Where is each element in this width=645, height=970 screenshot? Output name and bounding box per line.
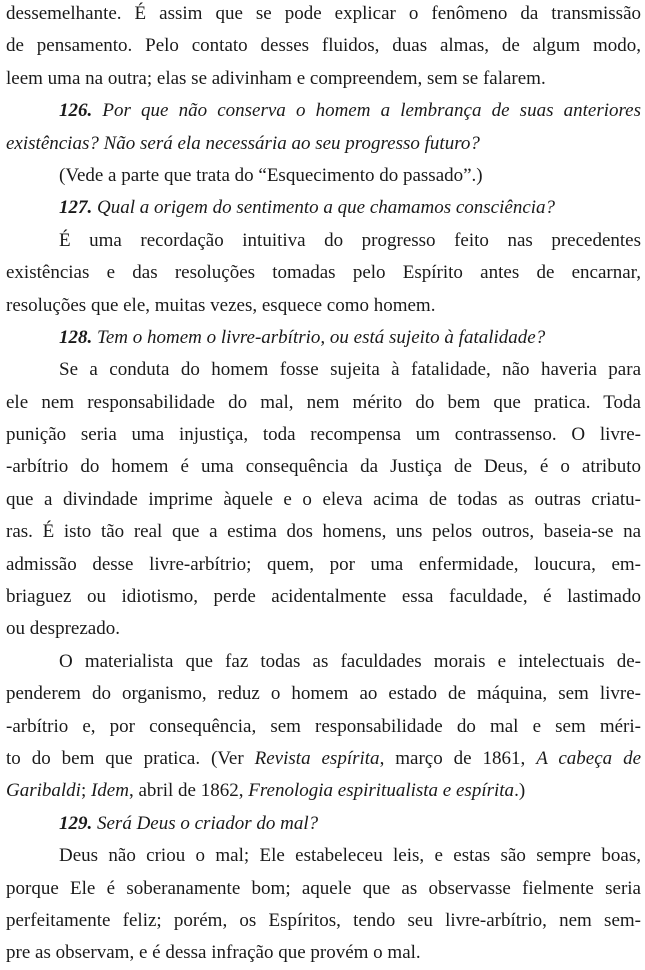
question-text: Tem o homem o livre-arbítrio, ou está sujeito à fatalidade?	[97, 326, 546, 348]
answer-line: ou desprezado.	[6, 618, 120, 640]
answer-line: penderem do organismo, reduz o homem ao estado de máquina, sem livre-	[6, 683, 641, 705]
answer-line: ras. É isto tão real que a estima dos homens, uns pelos outros, baseia-se na	[6, 521, 641, 543]
text-line: dessemelhante. É assim que se pode explicar o fenômeno da transmissão	[6, 3, 641, 24]
answer-line: briaguez ou idiotismo, perde acidentalmente essa faculdade, é lastimado	[6, 586, 641, 608]
question-text: Qual a origem do sentimento a que chamamos consciência?	[97, 197, 556, 219]
text-line: leem uma na outra; elas se adivinham e compreendem, sem se falarem.	[6, 67, 546, 89]
citation-title: Frenologia espiritualista e espírita	[248, 780, 515, 802]
text-fragment: .)	[514, 780, 526, 802]
text-fragment: ;	[80, 780, 87, 802]
answer-line: -arbítrio e, por consequência, sem responsabilidade do mal e sem méri-	[6, 715, 641, 737]
question-text: Por que não conserva o homem a lembrança de suas anteriores	[102, 100, 642, 122]
answer-126: (Vede a parte que trata do “Esquecimento do passado”.)	[59, 164, 483, 186]
answer-line: Se a conduta do homem fosse sujeita à fatalidade, não haveria para	[59, 359, 641, 381]
text-fragment: to do bem que pratica. (Ver	[6, 747, 244, 769]
answer-line: pre as observam, e é dessa infração que provém o mal.	[6, 942, 421, 964]
citation-title: Garibaldi	[6, 780, 81, 802]
question-number: 128.	[59, 326, 93, 348]
citation-title: A cabeça de	[536, 747, 642, 769]
answer-line: admissão desse livre-arbítrio; quem, por uma enfermidade, loucura, em-	[6, 553, 641, 575]
answer-line: O materialista que faz todas as faculdades morais e intelectuais de-	[59, 650, 641, 672]
text-fragment: , abril de 1862,	[128, 780, 244, 802]
answer-line: -arbítrio do homem é uma consequência da Justiça de Deus, é o atributo	[6, 456, 641, 478]
question-128	[6, 322, 641, 354]
answer-line: punição seria uma injustiça, toda recompensa um contrassenso. O livre-	[6, 424, 641, 446]
text-fragment: , março de 1861,	[379, 747, 526, 769]
citation-title: Revista espírita	[254, 747, 380, 769]
answer-line: que a divindade imprime àquele e o eleva acima de todas as outras criatu-	[6, 488, 641, 510]
question-number: 126.	[59, 100, 93, 122]
answer-line: porque Ele é soberanamente bom; aquele que as observasse fielmente seria	[6, 877, 641, 899]
question-number: 129.	[59, 812, 93, 834]
question-text: Será Deus o criador do mal?	[97, 812, 319, 834]
answer-line: existências e das resoluções tomadas pelo Espírito antes de encarnar,	[6, 262, 641, 284]
question-number: 127.	[59, 197, 93, 219]
question-126	[6, 95, 641, 127]
answer-line: ele nem responsabilidade do mal, nem mérito do bem que pratica. Toda	[6, 391, 641, 413]
answer-line: perfeitamente feliz; porém, os Espíritos, tendo seu livre-arbítrio, nem sem-	[6, 909, 641, 931]
question-127	[6, 192, 641, 224]
answer-line	[6, 775, 641, 807]
answer-line: resoluções que ele, muitas vezes, esquece como homem.	[6, 294, 436, 316]
text-line: de pensamento. Pelo contato desses fluidos, duas almas, de algum modo,	[6, 35, 641, 57]
citation-title: Idem	[90, 780, 129, 802]
answer-line: É uma recordação intuitiva do progresso feito nas precedentes	[59, 229, 641, 251]
answer-line	[6, 743, 641, 775]
question-129	[6, 808, 641, 840]
answer-line: Deus não criou o mal; Ele estabeleceu leis, e estas são sempre boas,	[59, 845, 641, 867]
question-text: existências? Não será ela necessária ao seu progresso futuro?	[6, 132, 480, 154]
